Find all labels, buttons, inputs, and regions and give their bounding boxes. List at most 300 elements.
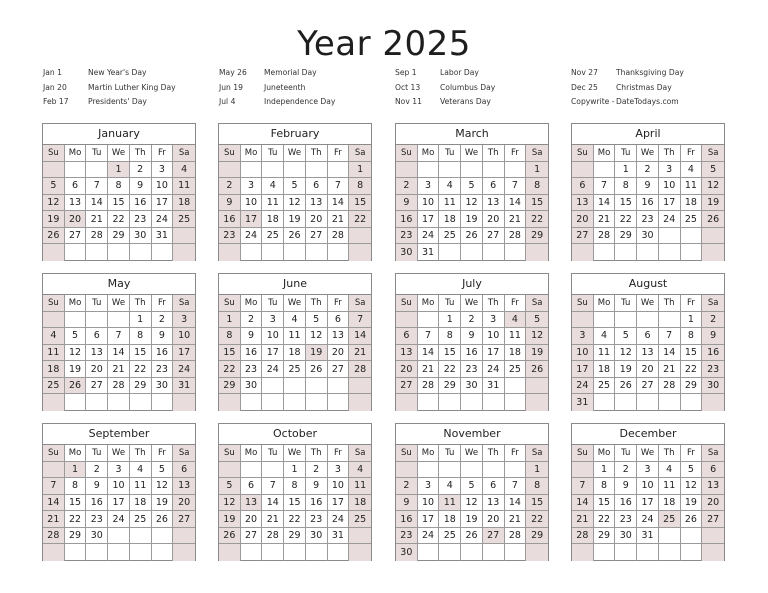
day-cell: 29 [594,528,616,545]
day-cell: 9 [702,328,724,345]
day-cell: 1 [130,312,152,329]
month-days-grid [572,145,724,261]
day-cell: 19 [702,195,724,212]
day-cell: 5 [681,462,703,479]
empty-day-cell [349,378,371,395]
holiday-name: Veterans Day [440,97,491,106]
holiday-day-cell: 1 [65,462,87,479]
day-cell: 19 [219,511,241,528]
day-cell: 15 [284,495,306,512]
empty-day-cell [702,544,724,561]
day-cell: 15 [526,495,548,512]
day-cell: 13 [483,195,505,212]
month-february [218,123,372,261]
day-cell: 21 [594,211,616,228]
month-may [42,273,196,411]
month-name: April [572,124,724,145]
day-cell: 11 [349,478,371,495]
weekday-header: Th [483,145,505,162]
holiday-entry [43,66,176,81]
day-cell: 26 [461,228,483,245]
day-cell: 10 [173,328,195,345]
day-cell: 14 [594,195,616,212]
day-cell: 26 [681,511,703,528]
empty-day-cell [130,528,152,545]
day-cell: 25 [594,378,616,395]
holiday-entry [219,95,335,110]
empty-day-cell [594,162,616,179]
holiday-entry [571,66,684,81]
day-cell: 30 [702,378,724,395]
day-cell: 23 [637,211,659,228]
weekday-header: We [284,295,306,312]
day-cell: 2 [306,462,328,479]
day-cell: 27 [328,361,350,378]
holiday-day-cell: 26 [65,378,87,395]
holiday-name: Memorial Day [264,68,317,77]
holiday-day-cell: 25 [659,511,681,528]
empty-day-cell [572,462,594,479]
empty-day-cell [284,394,306,411]
holiday-entry [43,95,176,110]
day-cell: 11 [439,195,461,212]
holiday-day-cell: 4 [505,312,527,329]
empty-day-cell [594,244,616,261]
weekday-header: Tu [86,145,108,162]
day-cell: 27 [702,511,724,528]
day-cell: 3 [418,478,440,495]
empty-day-cell [86,162,108,179]
day-cell: 2 [86,462,108,479]
month-days-grid [396,445,548,561]
day-cell: 18 [505,345,527,362]
day-cell: 17 [262,345,284,362]
empty-day-cell [659,394,681,411]
empty-day-cell [439,462,461,479]
empty-day-cell [418,544,440,561]
day-cell: 7 [328,178,350,195]
weekday-header: Su [43,445,65,462]
day-cell: 18 [43,361,65,378]
day-cell: 23 [396,528,418,545]
day-cell: 7 [418,328,440,345]
empty-day-cell [130,544,152,561]
weekday-header: Th [659,295,681,312]
day-cell: 26 [43,228,65,245]
day-cell: 27 [306,228,328,245]
day-cell: 14 [262,495,284,512]
day-cell: 23 [306,511,328,528]
weekday-header: Tu [439,145,461,162]
empty-day-cell [86,394,108,411]
day-cell: 30 [152,378,174,395]
day-cell: 29 [439,378,461,395]
day-cell: 7 [505,478,527,495]
empty-day-cell [152,394,174,411]
empty-day-cell [505,378,527,395]
empty-day-cell [439,544,461,561]
day-cell: 4 [681,162,703,179]
day-cell: 14 [505,195,527,212]
day-cell: 20 [572,211,594,228]
empty-day-cell [328,162,350,179]
weekday-header: Mo [241,295,263,312]
day-cell: 5 [615,328,637,345]
holiday-day-cell: 17 [241,211,263,228]
day-cell: 29 [681,378,703,395]
month-december [571,423,725,561]
weekday-header: Fr [152,295,174,312]
day-cell: 4 [659,462,681,479]
day-cell: 2 [637,162,659,179]
day-cell: 12 [461,195,483,212]
weekday-header: Th [130,445,152,462]
month-days-grid [43,445,195,561]
empty-day-cell [681,244,703,261]
empty-day-cell [396,462,418,479]
empty-day-cell [461,462,483,479]
day-cell: 26 [526,361,548,378]
day-cell: 23 [241,361,263,378]
day-cell: 2 [130,162,152,179]
day-cell: 14 [505,495,527,512]
day-cell: 31 [572,394,594,411]
day-cell: 3 [152,162,174,179]
day-cell: 15 [108,195,130,212]
day-cell: 27 [173,511,195,528]
holiday-entry [395,81,495,96]
day-cell: 12 [702,178,724,195]
month-april [571,123,725,261]
day-cell: 4 [130,462,152,479]
day-cell: 6 [637,328,659,345]
empty-day-cell [637,312,659,329]
holiday-column [571,66,684,110]
day-cell: 21 [659,361,681,378]
day-cell: 3 [262,312,284,329]
day-cell: 4 [439,478,461,495]
day-cell: 9 [306,478,328,495]
day-cell: 12 [526,328,548,345]
day-cell: 7 [594,178,616,195]
holiday-entry [219,66,335,81]
weekday-header: Mo [418,445,440,462]
empty-day-cell [152,528,174,545]
day-cell: 30 [306,528,328,545]
empty-day-cell [173,228,195,245]
day-cell: 30 [241,378,263,395]
day-cell: 27 [241,528,263,545]
day-cell: 16 [637,195,659,212]
day-cell: 6 [86,328,108,345]
day-cell: 2 [702,312,724,329]
weekday-header: Th [130,145,152,162]
weekday-header: Tu [86,295,108,312]
empty-day-cell [173,544,195,561]
holiday-date: May 26 [219,68,247,77]
day-cell: 30 [86,528,108,545]
weekday-header: Sa [702,145,724,162]
month-name: January [43,124,195,145]
weekday-header: Fr [328,145,350,162]
day-cell: 20 [483,211,505,228]
empty-day-cell [418,394,440,411]
day-cell: 14 [328,195,350,212]
day-cell: 14 [86,195,108,212]
day-cell: 28 [572,528,594,545]
weekday-header: Mo [241,445,263,462]
empty-day-cell [262,544,284,561]
day-cell: 3 [241,178,263,195]
day-cell: 11 [505,328,527,345]
empty-day-cell [681,394,703,411]
empty-day-cell [86,244,108,261]
day-cell: 7 [43,478,65,495]
day-cell: 24 [637,511,659,528]
empty-day-cell [130,394,152,411]
day-cell: 31 [483,378,505,395]
weekday-header: Sa [526,445,548,462]
month-august [571,273,725,411]
empty-day-cell [306,162,328,179]
empty-day-cell [615,312,637,329]
day-cell: 18 [594,361,616,378]
day-cell: 8 [284,478,306,495]
day-cell: 16 [396,511,418,528]
day-cell: 10 [241,195,263,212]
weekday-header: We [461,445,483,462]
day-cell: 10 [483,328,505,345]
day-cell: 15 [439,345,461,362]
day-cell: 31 [418,244,440,261]
weekday-header: Fr [152,445,174,462]
day-cell: 11 [262,195,284,212]
month-june [218,273,372,411]
empty-day-cell [526,244,548,261]
day-cell: 21 [418,361,440,378]
day-cell: 15 [526,195,548,212]
empty-day-cell [461,394,483,411]
day-cell: 18 [130,495,152,512]
weekday-header: Tu [86,445,108,462]
weekday-header: Tu [262,445,284,462]
empty-day-cell [349,228,371,245]
day-cell: 2 [219,178,241,195]
day-cell: 5 [65,328,87,345]
day-cell: 19 [152,495,174,512]
empty-day-cell [65,544,87,561]
empty-day-cell [505,394,527,411]
day-cell: 27 [86,378,108,395]
empty-day-cell [418,312,440,329]
day-cell: 23 [86,511,108,528]
empty-day-cell [461,162,483,179]
empty-day-cell [173,394,195,411]
day-cell: 22 [526,511,548,528]
day-cell: 27 [572,228,594,245]
month-name: February [219,124,371,145]
day-cell: 17 [418,211,440,228]
holiday-entry [571,81,684,96]
weekday-header: We [637,145,659,162]
day-cell: 28 [505,528,527,545]
empty-day-cell [262,378,284,395]
day-cell: 16 [396,211,418,228]
day-cell: 24 [173,361,195,378]
day-cell: 29 [526,228,548,245]
month-days-grid [396,145,548,261]
month-days-grid [43,295,195,411]
weekday-header: Fr [328,295,350,312]
empty-day-cell [505,162,527,179]
day-cell: 25 [173,211,195,228]
day-cell: 8 [615,178,637,195]
day-cell: 23 [461,361,483,378]
day-cell: 11 [130,478,152,495]
day-cell: 25 [43,378,65,395]
month-july [395,273,549,411]
holiday-entry [43,81,176,96]
empty-day-cell [572,312,594,329]
holiday-name: Independence Day [264,97,336,106]
weekday-header: Tu [262,295,284,312]
day-cell: 20 [328,345,350,362]
empty-day-cell [306,378,328,395]
day-cell: 4 [284,312,306,329]
day-cell: 22 [130,361,152,378]
day-cell: 11 [284,328,306,345]
day-cell: 19 [615,361,637,378]
empty-day-cell [637,544,659,561]
month-days-grid [219,295,371,411]
holiday-name: Martin Luther King Day [88,82,176,92]
day-cell: 31 [173,378,195,395]
empty-day-cell [461,544,483,561]
empty-day-cell [241,544,263,561]
empty-day-cell [130,244,152,261]
holiday-date: Dec 25 [571,82,598,92]
day-cell: 22 [349,211,371,228]
holiday-date: Jan 1 [43,68,62,77]
empty-day-cell [594,312,616,329]
day-cell: 26 [152,511,174,528]
weekday-header: We [637,445,659,462]
day-cell: 13 [65,195,87,212]
day-cell: 23 [152,361,174,378]
empty-day-cell [219,544,241,561]
empty-day-cell [328,394,350,411]
holiday-name: DateTodays.com [616,97,679,106]
day-cell: 8 [681,328,703,345]
weekday-header: Sa [349,295,371,312]
day-cell: 23 [219,228,241,245]
empty-day-cell [637,394,659,411]
day-cell: 9 [461,328,483,345]
day-cell: 29 [65,528,87,545]
empty-day-cell [262,462,284,479]
day-cell: 23 [615,511,637,528]
empty-day-cell [483,462,505,479]
day-cell: 22 [594,511,616,528]
day-cell: 24 [241,228,263,245]
day-cell: 24 [108,511,130,528]
day-cell: 29 [130,378,152,395]
day-cell: 24 [483,361,505,378]
weekday-header: Su [572,295,594,312]
day-cell: 17 [418,511,440,528]
day-cell: 2 [615,462,637,479]
day-cell: 4 [262,178,284,195]
day-cell: 8 [65,478,87,495]
weekday-header: Mo [418,295,440,312]
empty-day-cell [65,312,87,329]
day-cell: 5 [461,478,483,495]
day-cell: 1 [526,462,548,479]
page-title: Year 2025 [297,24,471,64]
day-cell: 10 [262,328,284,345]
day-cell: 29 [526,528,548,545]
day-cell: 20 [702,495,724,512]
day-cell: 14 [43,495,65,512]
day-cell: 18 [439,211,461,228]
holiday-date: Jan 20 [43,82,67,92]
empty-day-cell [396,312,418,329]
empty-day-cell [681,528,703,545]
day-cell: 23 [702,361,724,378]
day-cell: 24 [418,228,440,245]
day-cell: 1 [594,462,616,479]
empty-day-cell [526,544,548,561]
day-cell: 16 [702,345,724,362]
day-cell: 28 [659,378,681,395]
empty-day-cell [108,244,130,261]
empty-day-cell [681,544,703,561]
day-cell: 28 [418,378,440,395]
empty-day-cell [43,462,65,479]
weekday-header: Su [219,445,241,462]
day-cell: 17 [637,495,659,512]
empty-day-cell [43,244,65,261]
day-cell: 17 [659,195,681,212]
holiday-day-cell: 27 [483,528,505,545]
day-cell: 20 [637,361,659,378]
empty-day-cell [284,244,306,261]
day-cell: 1 [219,312,241,329]
month-name: September [43,424,195,445]
day-cell: 24 [572,378,594,395]
day-cell: 1 [439,312,461,329]
month-name: June [219,274,371,295]
empty-day-cell [43,394,65,411]
weekday-header: Sa [702,445,724,462]
day-cell: 18 [349,495,371,512]
month-name: July [396,274,548,295]
empty-day-cell [108,394,130,411]
weekday-header: Fr [505,445,527,462]
day-cell: 7 [86,178,108,195]
weekday-header: Th [306,445,328,462]
day-cell: 17 [173,345,195,362]
empty-day-cell [262,162,284,179]
day-cell: 8 [526,178,548,195]
day-cell: 30 [396,244,418,261]
weekday-header: We [108,145,130,162]
day-cell: 18 [439,511,461,528]
day-cell: 4 [594,328,616,345]
empty-day-cell [526,394,548,411]
day-cell: 11 [43,345,65,362]
day-cell: 28 [86,228,108,245]
